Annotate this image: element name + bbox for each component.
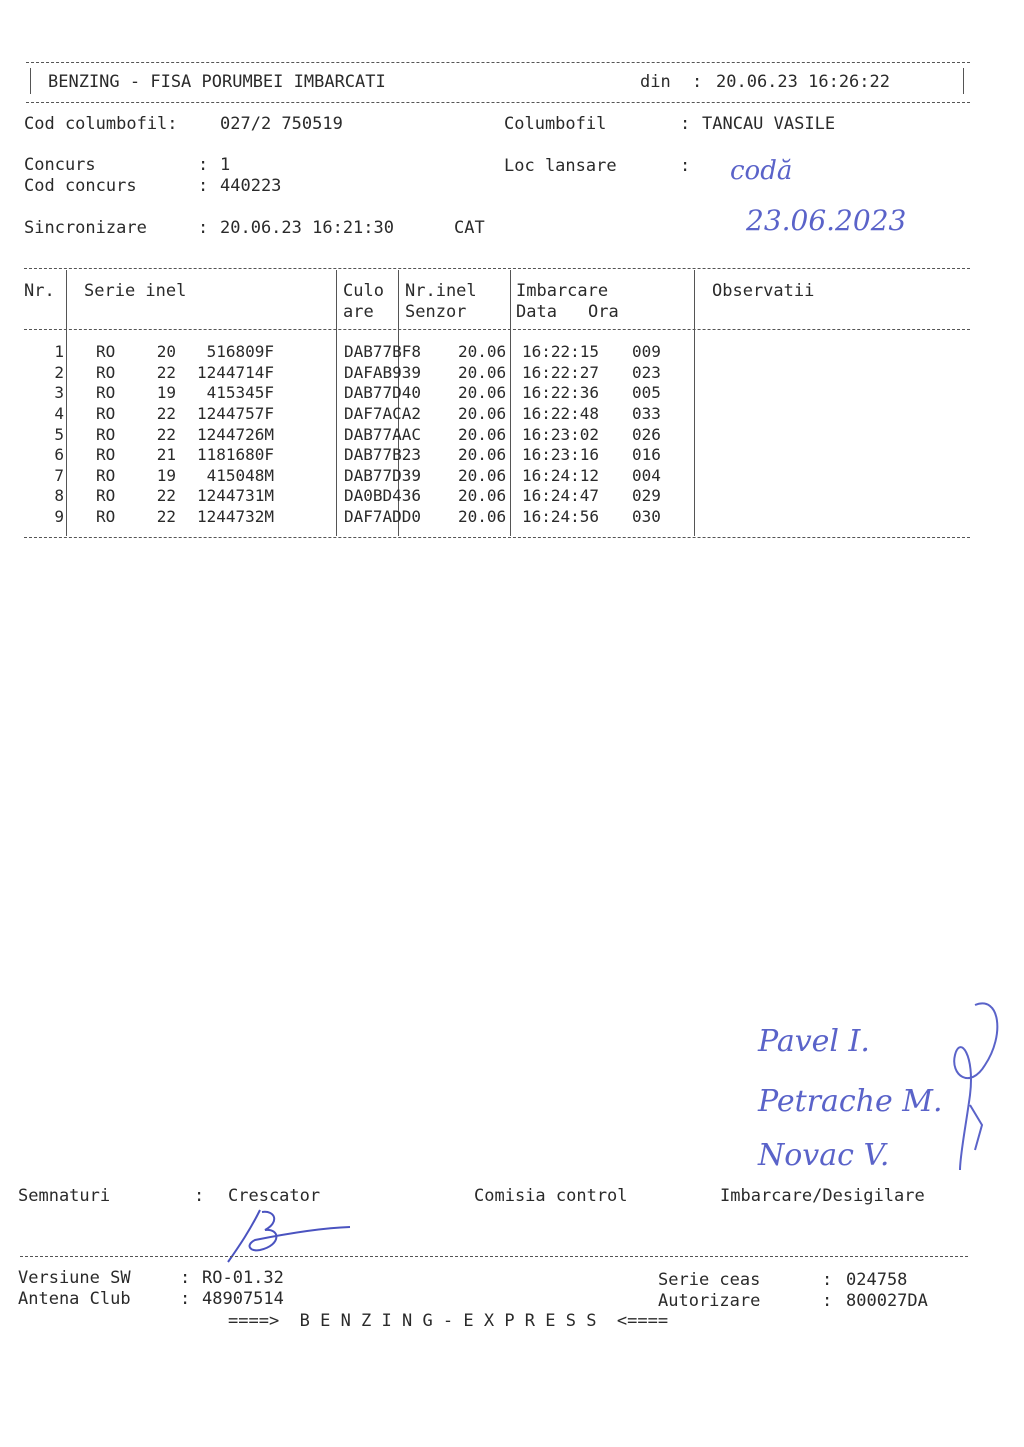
row-nr: 9: [54, 507, 64, 527]
comisia-control-label: Comisia control: [474, 1186, 628, 1206]
benzing-express-brand: ====> B E N Z I N G - E X P R E S S <====: [228, 1311, 669, 1331]
row-year: 22: [156, 404, 176, 424]
columbofil-label: Columbofil: [504, 114, 607, 134]
row-nr: 5: [54, 424, 64, 444]
header-data: Data: [516, 302, 557, 322]
pigeon-table: [24, 342, 712, 527]
serie-ceas-value: 024758: [846, 1270, 908, 1290]
row-sensor-id: DAB77D39: [344, 465, 422, 485]
row-country: RO: [96, 342, 116, 362]
table-row: [24, 466, 712, 487]
row-ring-number: 1244732M: [196, 507, 274, 527]
row-country: RO: [96, 445, 116, 465]
cod-concurs-label: Cod concurs: [24, 176, 137, 196]
din-value: 20.06.23 16:26:22: [716, 72, 890, 92]
row-culoare: [280, 342, 340, 363]
handwritten-name-2: Petrache M.: [758, 1084, 943, 1119]
row-country: RO: [96, 424, 116, 444]
row-ring-number: 1181680F: [196, 445, 274, 465]
row-time: 16:24:56: [522, 507, 600, 527]
row-nr: 3: [54, 383, 64, 403]
row-date: 20.06: [458, 362, 507, 382]
table-header-bottom-border: [24, 329, 970, 330]
footer-divider: [20, 1256, 968, 1257]
table-row: [24, 486, 712, 507]
row-ring-number: 1244757F: [196, 404, 274, 424]
loc-lansare-label: Loc lansare: [504, 156, 617, 176]
header-bottom-border: [26, 102, 970, 103]
row-time: 16:22:15: [522, 342, 600, 362]
loc-lansare-handwritten: codă: [730, 156, 793, 186]
versiune-sw-value: RO-01.32: [202, 1268, 284, 1288]
row-observatii: 004: [632, 465, 661, 485]
row-sensor-id: DAB77B23: [344, 445, 422, 465]
row-date: 20.06: [458, 507, 507, 527]
row-country: RO: [96, 383, 116, 403]
row-sensor-id: DAB77AAC: [344, 424, 422, 444]
sincronizare-tz: CAT: [454, 218, 485, 238]
row-culoare: [280, 445, 340, 466]
header-observatii: Observatii: [712, 281, 815, 301]
row-date: 20.06: [458, 383, 507, 403]
row-culoare: [280, 363, 340, 384]
header-top-border: [26, 62, 970, 63]
cod-concurs-value: 440223: [220, 176, 282, 196]
row-year: 22: [156, 424, 176, 444]
row-culoare: [280, 466, 340, 487]
header-left-border: [30, 68, 31, 94]
row-year: 21: [156, 445, 176, 465]
serie-ceas-label: Serie ceas: [658, 1270, 761, 1290]
versiune-sw-label: Versiune SW: [18, 1268, 131, 1288]
pigeon-table-body: [24, 342, 712, 527]
row-nr: 4: [54, 404, 64, 424]
header-imbarcare: Imbarcare: [516, 281, 609, 301]
row-culoare: [280, 486, 340, 507]
antena-club-label: Antena Club: [18, 1289, 131, 1309]
row-nr: 7: [54, 465, 64, 485]
semnaturi-label: Semnaturi: [18, 1186, 111, 1206]
antena-club-value: 48907514: [202, 1289, 284, 1309]
autorizare-label: Autorizare: [658, 1291, 761, 1311]
row-year: 20: [156, 342, 176, 362]
concurs-label: Concurs: [24, 155, 96, 175]
table-row: [24, 404, 712, 425]
header-nr: Nr.: [24, 281, 55, 301]
columbofil-value: TANCAU VASILE: [702, 114, 836, 134]
document-title: BENZING - FISA PORUMBEI IMBARCATI: [48, 72, 386, 92]
table-row: [24, 445, 712, 466]
imbarcare-desigilare-label: Imbarcare/Desigilare: [720, 1186, 925, 1206]
cod-columbofil-value: 027/2 750519: [220, 114, 343, 134]
sincronizare-label: Sincronizare: [24, 218, 147, 238]
row-year: 19: [156, 383, 176, 403]
table-top-border: [24, 268, 970, 269]
row-year: 22: [156, 507, 176, 527]
row-ring-number: 1244726M: [196, 424, 274, 444]
row-date: 20.06: [458, 465, 507, 485]
row-ring-number: 1244731M: [196, 486, 274, 506]
row-time: 16:22:36: [522, 383, 600, 403]
table-row: [24, 363, 712, 384]
row-observatii: 030: [632, 507, 661, 527]
row-ring-number: 415048M: [206, 465, 274, 485]
row-culoare: [280, 383, 340, 404]
row-year: 22: [156, 362, 176, 382]
handwritten-name-1: Pavel I.: [758, 1024, 870, 1059]
row-nr: 1: [54, 342, 64, 362]
row-date: 20.06: [458, 486, 507, 506]
row-nr: 2: [54, 362, 64, 382]
row-country: RO: [96, 465, 116, 485]
row-time: 16:24:12: [522, 465, 600, 485]
din-label: din: [640, 72, 671, 92]
row-time: 16:24:47: [522, 486, 600, 506]
row-culoare: [280, 404, 340, 425]
row-observatii: 029: [632, 486, 661, 506]
autorizare-value: 800027DA: [846, 1291, 928, 1311]
row-ring-number: 415345F: [206, 383, 274, 403]
row-sensor-id: DAFAB939: [344, 362, 422, 382]
row-observatii: 026: [632, 424, 661, 444]
row-year: 22: [156, 486, 176, 506]
row-nr: 8: [54, 486, 64, 506]
row-sensor-id: DAF7ADD0: [344, 507, 422, 527]
row-year: 19: [156, 465, 176, 485]
row-date: 20.06: [458, 424, 507, 444]
table-row: [24, 507, 712, 528]
row-country: RO: [96, 362, 116, 382]
row-sensor-id: DAF7ACA2: [344, 404, 422, 424]
row-time: 16:22:27: [522, 362, 600, 382]
row-country: RO: [96, 507, 116, 527]
header-culoare-2: are: [343, 302, 374, 322]
row-date: 20.06: [458, 445, 507, 465]
row-observatii: 023: [632, 362, 661, 382]
handwritten-name-3: Novac V.: [758, 1138, 890, 1173]
header-serie-inel: Serie inel: [84, 281, 187, 301]
table-bottom-border: [24, 537, 970, 538]
row-ring-number: 516809F: [206, 342, 274, 362]
row-date: 20.06: [458, 404, 507, 424]
table-row: [24, 383, 712, 404]
concurs-value: 1: [220, 155, 231, 175]
row-culoare: [280, 507, 340, 528]
row-country: RO: [96, 486, 116, 506]
header-ora: Ora: [588, 302, 619, 322]
table-row: [24, 342, 712, 363]
row-observatii: 033: [632, 404, 661, 424]
row-sensor-id: DAB77D40: [344, 383, 422, 403]
header-culoare-1: Culo: [343, 281, 384, 301]
row-observatii: 016: [632, 445, 661, 465]
row-ring-number: 1244714F: [196, 362, 274, 382]
row-observatii: 009: [632, 342, 661, 362]
row-date: 20.06: [458, 342, 507, 362]
header-nrinel-2: Senzor: [405, 302, 467, 322]
row-culoare: [280, 424, 340, 445]
handwritten-date: 23.06.2023: [746, 204, 907, 237]
row-sensor-id: DA0BD436: [344, 486, 422, 506]
crescator-label: Crescator: [228, 1186, 321, 1206]
row-time: 16:23:02: [522, 424, 600, 444]
row-time: 16:22:48: [522, 404, 600, 424]
breeder-signature-icon: [220, 1200, 360, 1270]
header-nrinel-1: Nr.inel: [405, 281, 477, 301]
commission-signature-icon: [930, 995, 1005, 1175]
row-country: RO: [96, 404, 116, 424]
header-right-border: [963, 68, 964, 94]
cod-columbofil-label: Cod columbofil:: [24, 114, 178, 134]
row-observatii: 005: [632, 383, 661, 403]
row-nr: 6: [54, 445, 64, 465]
sincronizare-value: 20.06.23 16:21:30: [220, 218, 394, 238]
row-time: 16:23:16: [522, 445, 600, 465]
row-sensor-id: DAB77BF8: [344, 342, 422, 362]
table-row: [24, 424, 712, 445]
